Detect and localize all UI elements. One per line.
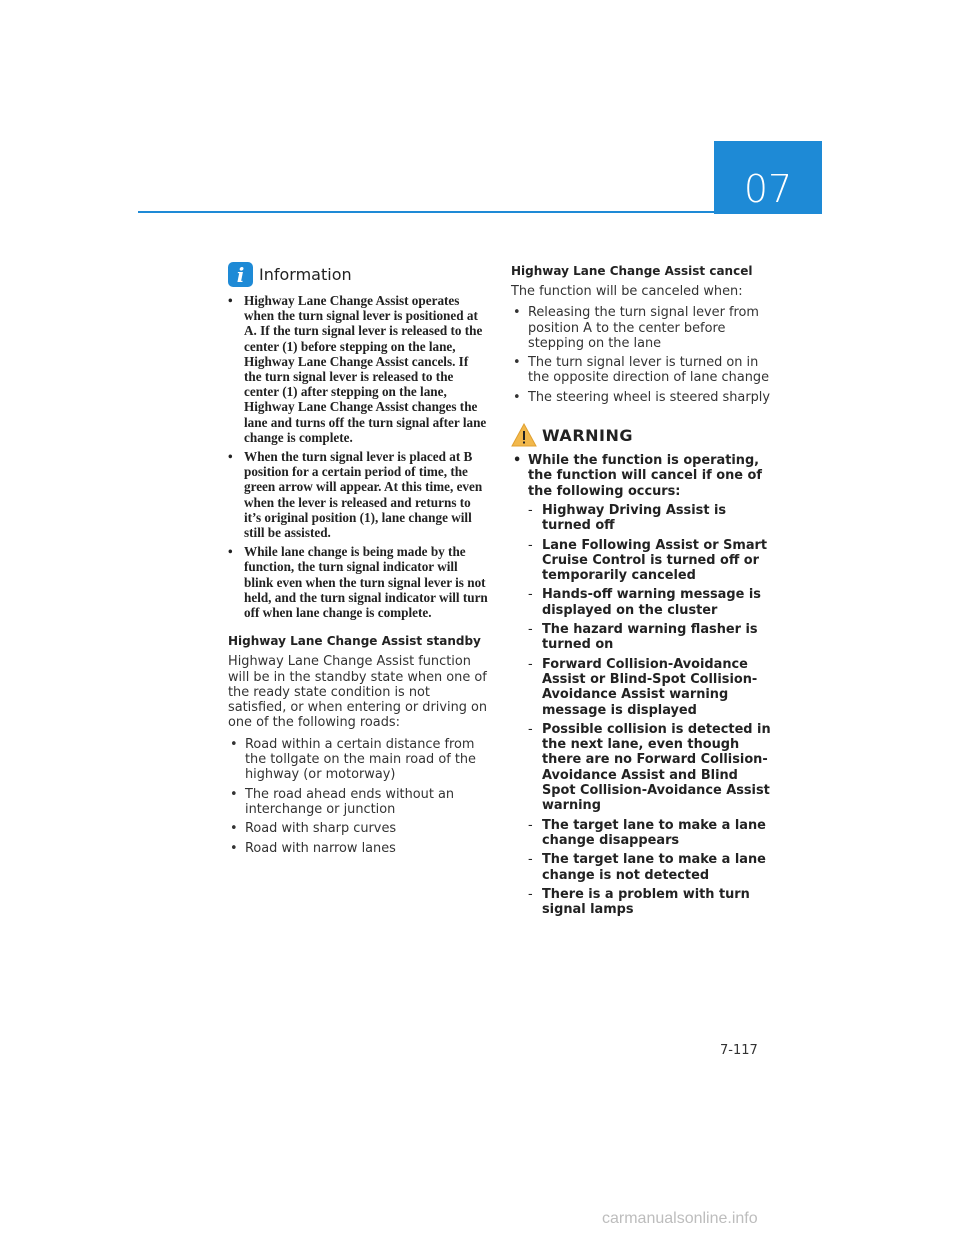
list-item: - Hands-off warning message is displayed on the cluster bbox=[528, 587, 773, 618]
list-item: - Possible collision is detected in the next lane, even though there are no Forward Collision-Avoidance Assist and Blind Spot Collision-Avoidance Assist warning bbox=[528, 722, 773, 814]
list-item: - Highway Driving Assist is turned off bbox=[528, 503, 773, 534]
warning-lead: While the function is operating, the function will cancel if one of the following occurs: bbox=[528, 453, 762, 499]
information-header bbox=[228, 262, 488, 287]
list-item: - The target lane to make a lane change disappears bbox=[528, 818, 773, 849]
warning-header bbox=[511, 423, 773, 447]
list-item: - Forward Collision-Avoidance Assist or Blind-Spot Collision-Avoidance Assist warning message is displayed bbox=[528, 657, 773, 718]
warning-conditions bbox=[528, 503, 773, 917]
list-item: - Lane Following Assist or Smart Cruise Control is turned off or temporarily canceled bbox=[528, 538, 773, 584]
warning-list bbox=[511, 453, 773, 917]
list-item: - There is a problem with turn signal lamps bbox=[528, 887, 773, 918]
right-column bbox=[511, 262, 773, 921]
list-item: • Road with sharp curves bbox=[228, 821, 488, 836]
warning-title: WARNING bbox=[542, 425, 633, 445]
list-item: • When the turn signal lever is placed at B position for a certain period of time, the green arrow will appear. At this time, even when the lever is released and returns to it’s original position (1), lane change will still be assisted. bbox=[228, 449, 488, 540]
list-item: • While lane change is being made by the function, the turn signal indicator will blink even when the turn signal lever is not held, and the turn signal indicator will turn off when lane change is complete. bbox=[228, 544, 488, 620]
list-item: - The hazard warning flasher is turned on bbox=[528, 622, 773, 653]
left-column bbox=[228, 262, 488, 860]
cancel-list bbox=[511, 305, 773, 405]
info-icon: i bbox=[228, 262, 253, 287]
list-item: • The road ahead ends without an interchange or junction bbox=[228, 787, 488, 818]
information-list bbox=[228, 293, 488, 620]
list-item: • The steering wheel is steered sharply bbox=[511, 390, 773, 405]
warning-lead-item bbox=[511, 453, 773, 917]
list-item: • Highway Lane Change Assist operates when the turn signal lever is positioned at A. If the turn signal lever is released to the center (1) before stepping on the lane, Highway Lane Change Assist cancels. If the turn signal lever is released to the center (1) after stepping on the lane, Highway Lane Change Assist changes the lane and turns off the turn signal after lane change is complete. bbox=[228, 293, 488, 445]
cancel-heading: Highway Lane Change Assist cancel bbox=[511, 264, 753, 278]
chapter-tab: 07 bbox=[714, 141, 822, 214]
list-item: • The turn signal lever is turned on in the opposite direction of lane change bbox=[511, 355, 773, 386]
standby-list bbox=[228, 737, 488, 856]
page-number: 7-117 bbox=[720, 1043, 758, 1058]
standby-intro: Highway Lane Change Assist function will be in the standby state when one of the ready state condition is not satisfied, or when entering or driving on one of the following roads: bbox=[228, 654, 488, 731]
list-item: • Road with narrow lanes bbox=[228, 841, 488, 856]
standby-heading: Highway Lane Change Assist standby bbox=[228, 634, 481, 649]
warning-icon bbox=[511, 423, 537, 447]
list-item: • Releasing the turn signal lever from position A to the center before stepping on the lane bbox=[511, 305, 773, 351]
information-title: Information bbox=[259, 265, 352, 284]
list-item: • Road within a certain distance from the tollgate on the main road of the highway (or motorway) bbox=[228, 737, 488, 783]
watermark: carmanualsonline.info bbox=[602, 1210, 758, 1227]
header-rule bbox=[138, 211, 714, 213]
list-item: - The target lane to make a lane change is not detected bbox=[528, 852, 773, 883]
cancel-intro: The function will be canceled when: bbox=[511, 284, 743, 299]
